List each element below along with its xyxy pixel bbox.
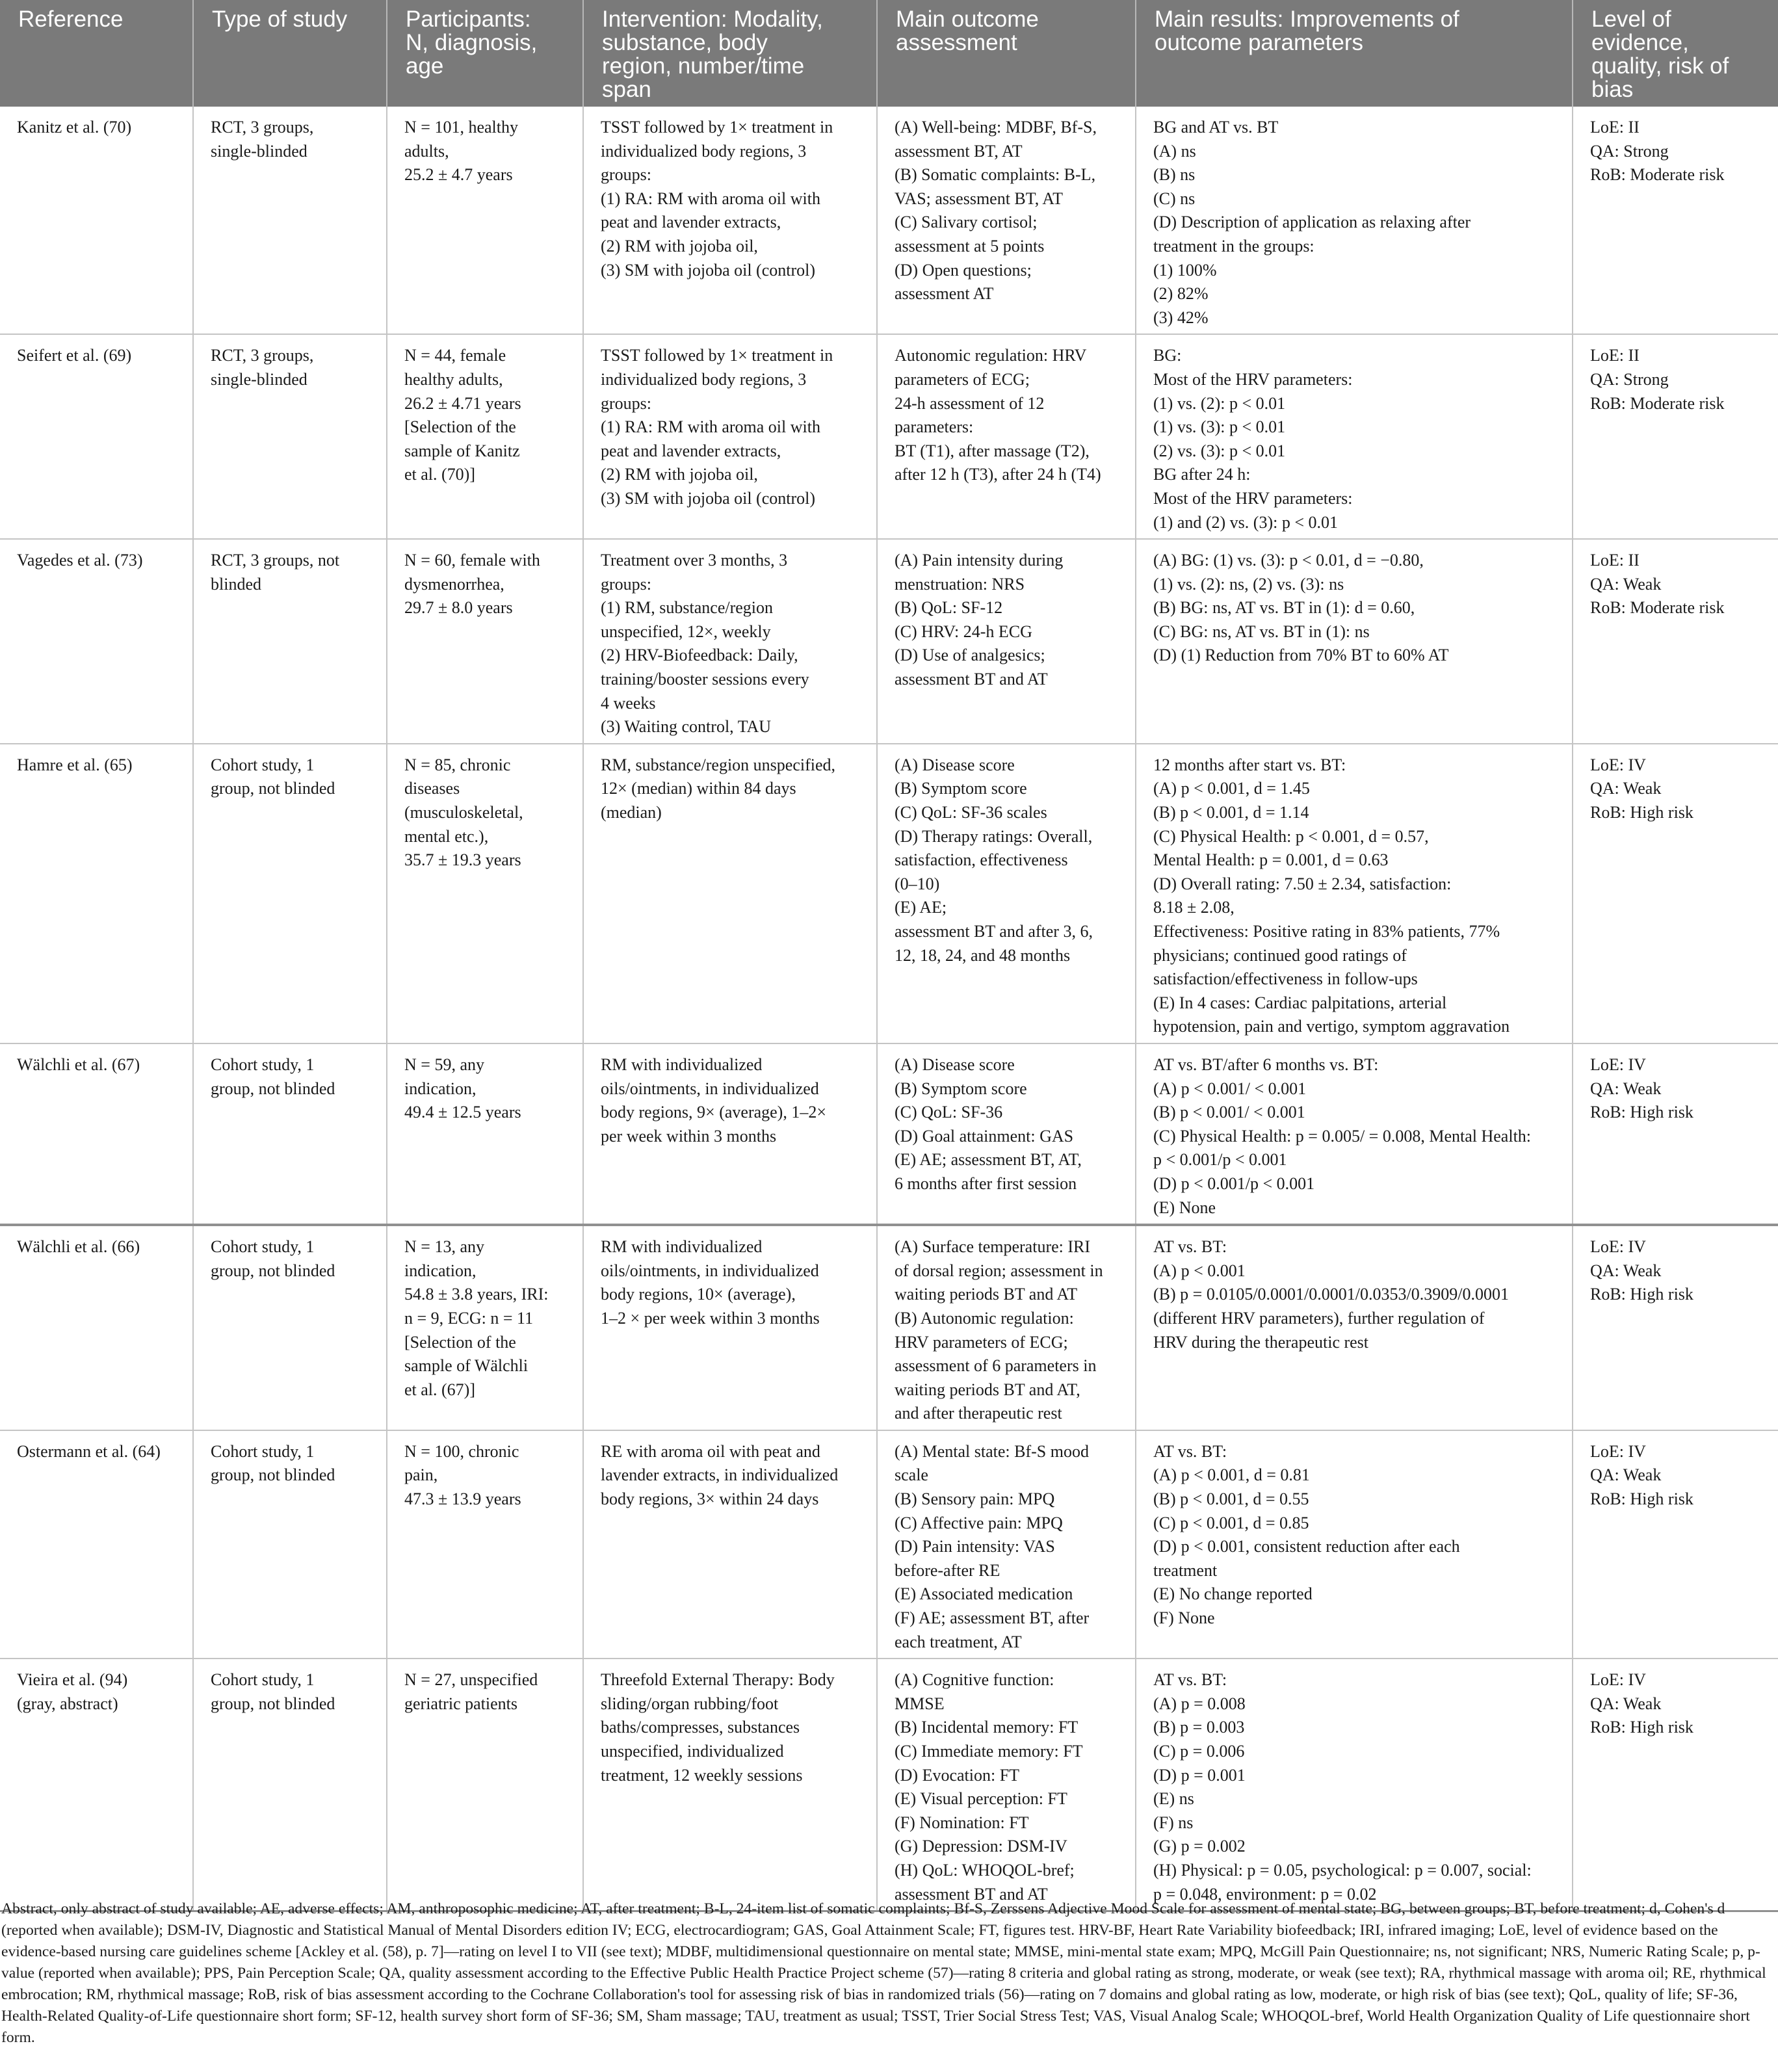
cell-evidence: LoE: IV QA: Weak RoB: High risk <box>1573 1659 1778 1911</box>
cell-results: AT vs. BT/after 6 months vs. BT: (A) p < 0.001/ < 0.001 (B) p < 0.001/ < 0.001 (C) Physical Health: p = 0.005/ = 0.008, Mental Health: p < 0.001/p < 0.001 (D) p < 0.001/p < 0.001 (E) None <box>1136 1043 1573 1225</box>
cell-participants: N = 59, any indication, 49.4 ± 12.5 years <box>387 1043 583 1225</box>
header-participants: Participants: N, diagnosis, age <box>387 0 583 107</box>
cell-intervention: Treatment over 3 months, 3 groups: (1) RM, substance/region unspecified, 12×, weekly (2) HRV-Biofeedback: Daily, training/booster sessions every 4 weeks (3) Waiting control, TAU <box>583 539 877 744</box>
cell-intervention: TSST followed by 1× treatment in individualized body regions, 3 groups: (1) RA: RM with aroma oil with peat and lavender extracts, (2) RM with jojoba oil, (3) SM with jojoba oil (control) <box>583 334 877 539</box>
cell-reference: Hamre et al. (65) <box>0 744 193 1043</box>
cell-type: RCT, 3 groups, not blinded <box>193 539 387 744</box>
cell-reference: Ostermann et al. (64) <box>0 1430 193 1659</box>
cell-participants: N = 27, unspecified geriatric patients <box>387 1659 583 1911</box>
cell-type: RCT, 3 groups, single-blinded <box>193 107 387 334</box>
cell-outcome: (A) Well-being: MDBF, Bf-S, assessment BT, AT (B) Somatic complaints: B-L, VAS; assessment BT, AT (C) Salivary cortisol; assessment at 5 points (D) Open questions; assessment AT <box>877 107 1136 334</box>
cell-evidence: LoE: II QA: Weak RoB: Moderate risk <box>1573 539 1778 744</box>
cell-participants: N = 100, chronic pain, 47.3 ± 13.9 years <box>387 1430 583 1659</box>
cell-results: 12 months after start vs. BT: (A) p < 0.001, d = 1.45 (B) p < 0.001, d = 1.14 (C) Physical Health: p < 0.001, d = 0.57, Mental Health: p = 0.001, d = 0.63 (D) Overall rating: 7.50 ± 2.34, satisfaction: 8.18 ± 2.08, Effectiveness: Positive rating in 83% patients, 77% physicians; continued good ratings of satisfaction/effectiveness in follow-ups (E) In 4 cases: Cardiac palpitations, arterial hypotension, pain and vertigo, symptom aggravation <box>1136 744 1573 1043</box>
cell-intervention: TSST followed by 1× treatment in individualized body regions, 3 groups: (1) RA: RM with aroma oil with peat and lavender extracts, (2) RM with jojoba oil, (3) SM with jojoba oil (control) <box>583 107 877 334</box>
cell-type: Cohort study, 1 group, not blinded <box>193 744 387 1043</box>
cell-outcome: Autonomic regulation: HRV parameters of ECG; 24-h assessment of 12 parameters: BT (T1), after massage (T2), after 12 h (T3), after 24 h (T4) <box>877 334 1136 539</box>
cell-results: AT vs. BT: (A) p = 0.008 (B) p = 0.003 (C) p = 0.006 (D) p = 0.001 (E) ns (F) ns (G) p = 0.002 (H) Physical: p = 0.05, psychological: p = 0.007, social: p = 0.048, environment: p = 0.02 <box>1136 1659 1573 1911</box>
cell-type: Cohort study, 1 group, not blinded <box>193 1225 387 1430</box>
table-header <box>0 0 1778 107</box>
cell-outcome: (A) Surface temperature: IRI of dorsal region; assessment in waiting periods BT and AT (B) Autonomic regulation: HRV parameters of ECG; assessment of 6 parameters in waiting periods BT and AT, and after therapeutic rest <box>877 1225 1136 1430</box>
cell-evidence: LoE: II QA: Strong RoB: Moderate risk <box>1573 334 1778 539</box>
cell-participants: N = 60, female with dysmenorrhea, 29.7 ± 8.0 years <box>387 539 583 744</box>
cell-participants: N = 85, chronic diseases (musculoskeletal, mental etc.), 35.7 ± 19.3 years <box>387 744 583 1043</box>
cell-reference: Seifert et al. (69) <box>0 334 193 539</box>
cell-evidence: LoE: II QA: Strong RoB: Moderate risk <box>1573 107 1778 334</box>
cell-outcome: (A) Disease score (B) Symptom score (C) QoL: SF-36 (D) Goal attainment: GAS (E) AE; assessment BT, AT, 6 months after first session <box>877 1043 1136 1225</box>
cell-intervention: RM with individualized oils/ointments, in individualized body regions, 10× (average), 1–2 × per week within 3 months <box>583 1225 877 1430</box>
cell-intervention: RE with aroma oil with peat and lavender extracts, in individualized body regions, 3× within 24 days <box>583 1430 877 1659</box>
cell-evidence: LoE: IV QA: Weak RoB: High risk <box>1573 1043 1778 1225</box>
header-intervention: Intervention: Modality, substance, body region, number/time span <box>583 0 877 107</box>
cell-results: BG and AT vs. BT (A) ns (B) ns (C) ns (D) Description of application as relaxing after treatment in the groups: (1) 100% (2) 82% (3) 42% <box>1136 107 1573 334</box>
table-row <box>0 1225 1778 1430</box>
table-row <box>0 334 1778 539</box>
cell-type: Cohort study, 1 group, not blinded <box>193 1043 387 1225</box>
header-main-results: Main results: Improvements of outcome parameters <box>1136 0 1573 107</box>
cell-type: Cohort study, 1 group, not blinded <box>193 1659 387 1911</box>
table-row <box>0 1430 1778 1659</box>
cell-outcome: (A) Pain intensity during menstruation: NRS (B) QoL: SF-12 (C) HRV: 24-h ECG (D) Use of analgesics; assessment BT and AT <box>877 539 1136 744</box>
table-row <box>0 744 1778 1043</box>
cell-reference: Wälchli et al. (67) <box>0 1043 193 1225</box>
cell-type: RCT, 3 groups, single-blinded <box>193 334 387 539</box>
cell-participants: N = 44, female healthy adults, 26.2 ± 4.71 years [Selection of the sample of Kanitz et al. (70)] <box>387 334 583 539</box>
header-type-of-study: Type of study <box>193 0 387 107</box>
cell-reference: Kanitz et al. (70) <box>0 107 193 334</box>
table-footnote: Abstract, only abstract of study available; AE, adverse effects; AM, anthroposophic medicine; AT, after treatment; B-L, 24-item list of somatic complaints; Bf-S, Zerssens Adjective Mood Scale for assessment of mental state; BG, between groups; BT, before treatment; d, Cohen's d (reported when available); DSM-IV, Diagnostic and Statistical Manual of Mental Disorders edition IV; ECG, electrocardiogram; GAS, Goal Attainment Scale; FT, figures test. HRV-BF, Heart Rate Variability biofeedback; IRI, infrared imaging; LoE, level of evidence based on the evidence-based nursing care guidelines scheme [Ackley et al. (58), p. 7]—rating on level I to VII (see text); MDBF, multidimensional questionnaire on mental state; MMSE, mini-mental state exam; MPQ, McGill Pain Questionnaire; ns, not significant; NRS, Numeric Rating Scale; p, p-value (reported when available); PPS, Pain Perception Scale; QA, quality assessment according to the Effective Public Health Practice Project scheme (57)—rating 8 criteria and global rating as strong, moderate, or weak (see text); RA, rhythmical massage with aroma oil; RE, rhythmical embrocation; RM, rhythmical massage; RoB, risk of bias assessment according to the Cochrane Collaboration's tool for assessing risk of bias in randomized trials (56)—rating on 7 domains and global rating as low, moderate, or high risk of bias (see text); QoL, quality of life; SF-36, Health-Related Quality-of-Life questionnaire short form; SF-12, health survey short form of SF-36; SM, Sham massage; TAU, treatment as usual; TSST, Trier Social Stress Test; VAS, Visual Analog Scale; WHOQOL-bref, World Health Organization Quality of Life questionnaire short form. <box>1 1900 1766 2046</box>
cell-results: BG: Most of the HRV parameters: (1) vs. (2): p < 0.01 (1) vs. (3): p < 0.01 (2) vs. (3): p < 0.01 BG after 24 h: Most of the HRV parameters: (1) and (2) vs. (3): p < 0.01 <box>1136 334 1573 539</box>
cell-type: Cohort study, 1 group, not blinded <box>193 1430 387 1659</box>
table-row <box>0 1043 1778 1225</box>
cell-intervention: RM, substance/region unspecified, 12× (median) within 84 days (median) <box>583 744 877 1043</box>
cell-reference: Wälchli et al. (66) <box>0 1225 193 1430</box>
cell-results: AT vs. BT: (A) p < 0.001, d = 0.81 (B) p < 0.001, d = 0.55 (C) p < 0.001, d = 0.85 (D) p < 0.001, consistent reduction after each treatment (E) No change reported (F) None <box>1136 1430 1573 1659</box>
cell-results: (A) BG: (1) vs. (3): p < 0.01, d = −0.80, (1) vs. (2): ns, (2) vs. (3): ns (B) BG: ns, AT vs. BT in (1): d = 0.60, (C) BG: ns, AT vs. BT in (1): ns (D) (1) Reduction from 70% BT to 60% AT <box>1136 539 1573 744</box>
cell-intervention: RM with individualized oils/ointments, in individualized body regions, 9× (average), 1–2× per week within 3 months <box>583 1043 877 1225</box>
table-row <box>0 107 1778 334</box>
cell-outcome: (A) Mental state: Bf-S mood scale (B) Sensory pain: MPQ (C) Affective pain: MPQ (D) Pain intensity: VAS before-after RE (E) Associated medication (F) AE; assessment BT, after each treatment, AT <box>877 1430 1136 1659</box>
cell-evidence: LoE: IV QA: Weak RoB: High risk <box>1573 744 1778 1043</box>
table-body <box>0 107 1778 1911</box>
header-main-outcome: Main outcome assessment <box>877 0 1136 107</box>
header-reference: Reference <box>0 0 193 107</box>
header-level-of-evidence: Level of evidence, quality, risk of bias <box>1573 0 1778 107</box>
cell-participants: N = 101, healthy adults, 25.2 ± 4.7 years <box>387 107 583 334</box>
cell-outcome: (A) Disease score (B) Symptom score (C) QoL: SF-36 scales (D) Therapy ratings: Overall, satisfaction, effectiveness (0–10) (E) AE; assessment BT and after 3, 6, 12, 18, 24, and 48 months <box>877 744 1136 1043</box>
table-row <box>0 1659 1778 1911</box>
cell-reference: Vagedes et al. (73) <box>0 539 193 744</box>
table-row <box>0 539 1778 744</box>
cell-intervention: Threefold External Therapy: Body sliding/organ rubbing/foot baths/compresses, substances unspecified, individualized treatment, 12 weekly sessions <box>583 1659 877 1911</box>
cell-results: AT vs. BT: (A) p < 0.001 (B) p = 0.0105/0.0001/0.0001/0.0353/0.3909/0.0001 (different HRV parameters), further regulation of HRV during the therapeutic rest <box>1136 1225 1573 1430</box>
header-row <box>0 0 1778 107</box>
cell-outcome: (A) Cognitive function: MMSE (B) Incidental memory: FT (C) Immediate memory: FT (D) Evocation: FT (E) Visual perception: FT (F) Nomination: FT (G) Depression: DSM-IV (H) QoL: WHOQOL-bref; assessment BT and AT <box>877 1659 1136 1911</box>
cell-evidence: LoE: IV QA: Weak RoB: High risk <box>1573 1430 1778 1659</box>
cell-evidence: LoE: IV QA: Weak RoB: High risk <box>1573 1225 1778 1430</box>
cell-reference: Vieira et al. (94) (gray, abstract) <box>0 1659 193 1911</box>
cell-participants: N = 13, any indication, 54.8 ± 3.8 years, IRI: n = 9, ECG: n = 11 [Selection of the sample of Wälchli et al. (67)] <box>387 1225 583 1430</box>
